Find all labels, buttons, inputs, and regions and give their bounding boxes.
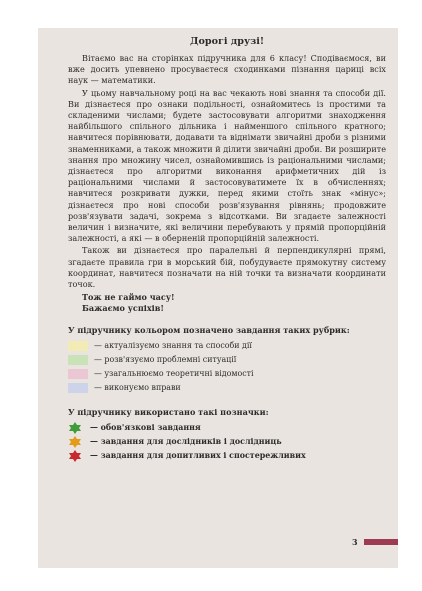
mark-label: — завдання для допитливих і спостережливих xyxy=(90,450,306,460)
rubric-legend xyxy=(68,325,386,395)
marks-legend xyxy=(68,407,386,463)
closing-line-2: Бажаємо успіхів! xyxy=(82,303,164,314)
orange-puzzle-icon xyxy=(68,435,82,449)
legend-label: — узагальнюємо теоретичні відомості xyxy=(94,368,254,378)
page-content xyxy=(68,36,386,463)
legend-label: — розв'язуємо проблемні ситуації xyxy=(94,354,237,364)
intro-paragraph: Вітаємо вас на сторінках підручника для 6 класу! Сподіваємося, ви вже досить упевнено просуваєтеся сходинками пізнання цариці всіх наук — математики. xyxy=(68,53,386,86)
green-swatch xyxy=(68,355,88,365)
legend-row xyxy=(68,381,386,395)
page-accent-bar xyxy=(364,539,398,545)
page-number: 3 xyxy=(352,537,358,547)
marks-legend-title: У підручнику використано такі позначки: xyxy=(68,406,269,417)
mark-row xyxy=(68,435,386,449)
legend-label: — актуалізуємо знання та способи дії xyxy=(94,340,252,350)
red-puzzle-icon xyxy=(68,449,82,463)
pink-swatch xyxy=(68,369,88,379)
legend-row xyxy=(68,339,386,353)
topics-paragraph: У цьому навчальному році на вас чекають нові знання та способи дії. Ви дізнаєтеся про ознаки подільності, ознайомитесь із простими та складеними числами; будете застосовувати алгоритми знаходження найбільшого спільного дільника і найменшого спільного кратного; навчитеся порівнювати, додавати та віднімати звичайні дроби з різними знаменниками, а також множити й ділити звичайні дроби. Ви розширите знання про множину чисел, ознайомившись із раціональними числами; дізнаєтеся про алгоритми виконання арифметичних дій із раціональними числами й застосовуватимете їх в обчисленнях; навчитеся розкривати дужки, перед якими стоїть знак «мінус»; дізнаєтеся про нові способи розв'язування рівнянь; продовжите розв'язувати задачі, зокрема з відсотками. Ви згадаєте залежності величин і визначите, які величини перебувають у прямій пропорційній залежності, а які — в оберненій пропорційній залежності. xyxy=(68,87,386,244)
legend-row xyxy=(68,367,386,381)
yellow-swatch xyxy=(68,341,88,351)
mark-label: — завдання для дослідників і дослідниць xyxy=(90,436,282,446)
mark-label: — обов'язкові завдання xyxy=(90,422,201,432)
rubric-legend-title: У підручнику кольором позначено завдання таких рубрик: xyxy=(68,324,350,335)
mark-row xyxy=(68,449,386,463)
legend-label: — виконуємо вправи xyxy=(94,382,181,392)
mark-row xyxy=(68,421,386,435)
blue-swatch xyxy=(68,383,88,393)
closing-line-1: Тож не гаймо часу! xyxy=(82,292,175,303)
legend-row xyxy=(68,353,386,367)
green-puzzle-icon xyxy=(68,421,82,435)
geometry-paragraph: Також ви дізнаєтеся про паралельні й перпендикулярні прямі, згадаєте правила гри в морський бій, побудуваєте прямокутну систему координат, навчитеся позначати на ній точки та визначати координати точок. xyxy=(68,245,386,290)
page-title: Дорогі друзі! xyxy=(189,36,265,47)
